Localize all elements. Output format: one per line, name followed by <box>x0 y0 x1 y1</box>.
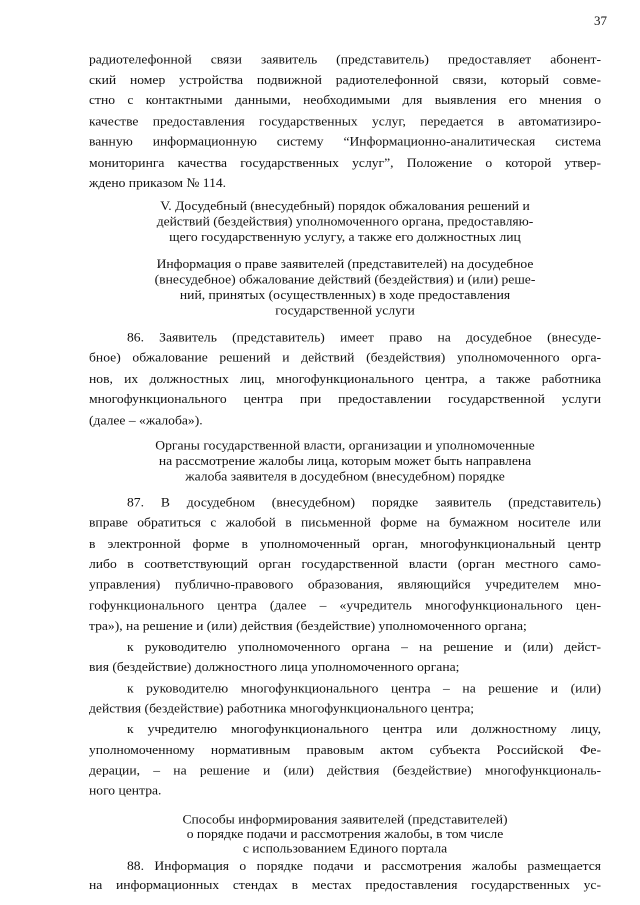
text-line: 87. В досудебном (внесудебном) порядке заявитель (представитель) <box>127 494 601 510</box>
text-line: стно с контактными данными, необходимыми для выявления его мнения о <box>89 92 601 108</box>
heading-line: Информация о праве заявителей (представителей) на досудебное <box>156 256 534 271</box>
heading-line: о порядке подачи и рассмотрения жалобы, в том числе <box>186 826 504 841</box>
text-line: либо в соответствующий орган государственной власти (орган местного само- <box>89 556 601 571</box>
heading-line: действий (бездействия) уполномоченного органа, предоставляю- <box>156 214 534 229</box>
heading-line: государственной услуги <box>275 302 415 318</box>
text-line: (далее – «жалоба»). <box>89 412 203 428</box>
text-line: к учредителю многофункционального центра или должностному лицу, <box>127 721 601 736</box>
text-line: управления) публично-правового образования, являющийся учредителем мно- <box>89 576 601 592</box>
heading-line: с использованием Единого портала <box>242 840 448 856</box>
text-line: мониторинга качества государственных услуг”, Положение о которой утвер- <box>89 155 601 170</box>
heading-line: Органы государственной власти, организации и уполномоченные <box>155 437 535 453</box>
text-line: ного центра. <box>89 783 162 798</box>
heading-line: V. Досудебный (внесудебный) порядок обжалования решений и <box>160 198 530 214</box>
text-line: к руководителю многофункционального центра – на решение и (или) <box>127 680 601 696</box>
text-line: вия (бездействие) должностного лица уполномоченного органа; <box>89 659 460 675</box>
text-line: радиотелефонной связи заявитель (представитель) предоставляет абонент- <box>89 52 601 67</box>
text-line: на информационных стендах в местах предоставления государственных ус- <box>89 877 601 893</box>
text-line: дерации, – на решение и (или) действия (бездействие) многофункциональ- <box>89 762 601 778</box>
text-line: ждено приказом № 114. <box>89 175 227 190</box>
heading-line: на рассмотрение жалобы лица, которым может быть направлена <box>158 453 532 468</box>
text-line: в электронной форме в уполномоченный орган, многофункциональный центр <box>89 536 601 551</box>
text-line: бное) обжалование решений и действий (бездействия) уполномоченного орга- <box>89 350 601 365</box>
heading-line: жалоба заявителя в досудебном (внесудебном) порядке <box>185 468 505 484</box>
text-line: вправе обратиться с жалобой в письменной форме на бумажном носителе или <box>89 514 601 530</box>
heading-line: щего государственную услугу, а также его должностных лиц <box>169 229 521 244</box>
text-line: 86. Заявитель (представитель) имеет право на досудебное (внесуде- <box>127 329 601 345</box>
text-line: нов, их должностных лиц, многофункционального центра, а также работника <box>89 371 601 386</box>
text-line: тра»), на решение и (или) действия (бездействие) уполномоченного органа; <box>89 618 527 633</box>
text-line: действия (бездействие) работника многофункционального центра; <box>89 701 475 716</box>
text-line: уполномоченному нормативным правовым актом субъекта Российской Фе- <box>89 742 601 758</box>
text-line: ский номер устройства подвижной радиотелефонной связи, который совме- <box>89 72 601 87</box>
text-line: к руководителю уполномоченного органа – на решение и (или) дейст- <box>127 639 601 654</box>
text-line: многофункционального центра при предоставлении государственной услуги <box>89 391 601 407</box>
heading-line: ний, принятых (осуществленных) в ходе предоставления <box>179 287 511 302</box>
text-line: ванную информационную систему “Информационно-аналитическая система <box>89 134 601 149</box>
heading-line: (внесудебное) обжалование действий (бездействия) и (или) реше- <box>154 271 536 287</box>
text-line: гофункционального центра (далее – «учредитель многофункционального цен- <box>89 597 601 613</box>
heading-line: Способы информирования заявителей (представителей) <box>182 812 508 827</box>
text-line: качестве предоставления государственных услуг, передается в автоматизиро- <box>89 113 601 129</box>
page-number: 37 <box>594 13 607 28</box>
text-line: 88. Информация о порядке подачи и рассмотрения жалобы размещается <box>127 858 601 873</box>
